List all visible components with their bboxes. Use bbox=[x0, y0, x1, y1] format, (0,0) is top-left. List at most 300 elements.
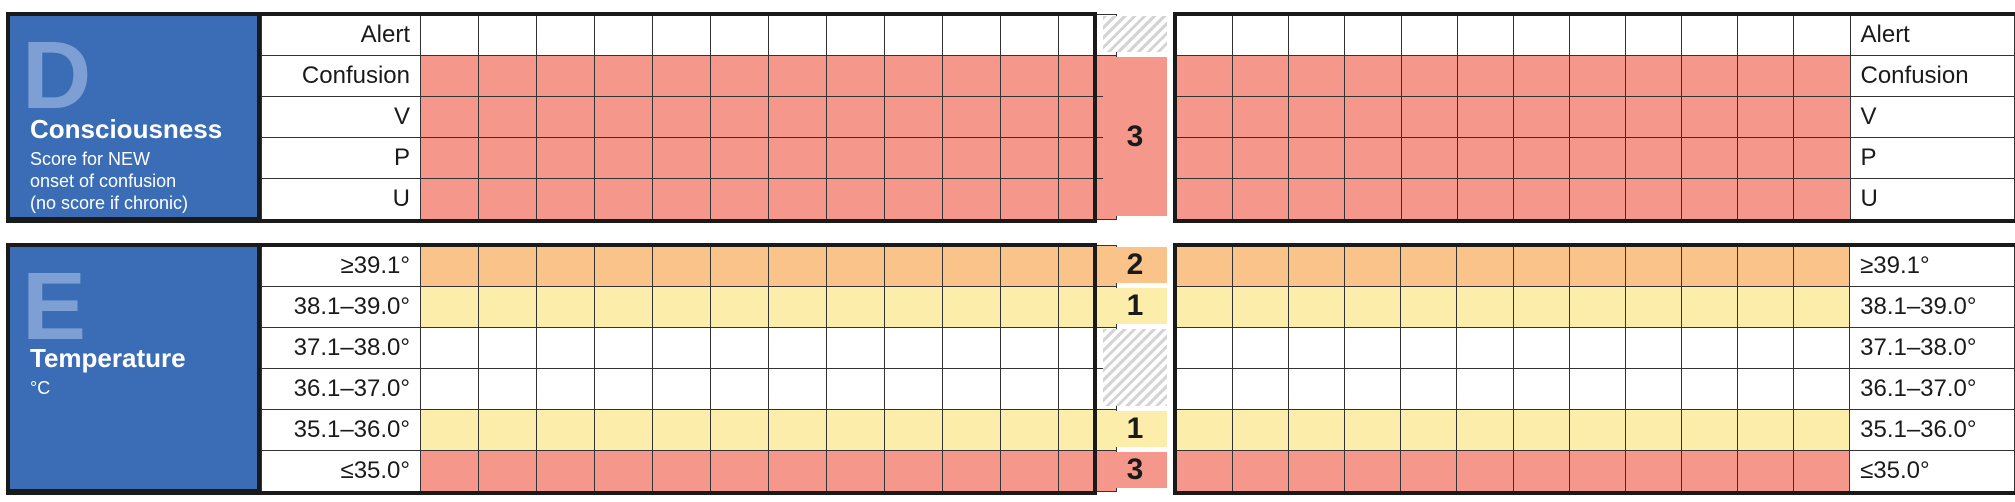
observation-cell[interactable] bbox=[1794, 369, 1850, 410]
observation-cell[interactable] bbox=[1513, 138, 1569, 179]
observation-cell[interactable] bbox=[1233, 287, 1289, 328]
observation-cell[interactable] bbox=[595, 287, 653, 328]
temperature-left-grid bbox=[261, 245, 1117, 492]
observation-cell[interactable] bbox=[943, 15, 1001, 56]
observation-cell[interactable] bbox=[1626, 56, 1682, 97]
observation-cell[interactable] bbox=[1177, 138, 1233, 179]
observation-cell[interactable] bbox=[1177, 287, 1233, 328]
observation-cell[interactable] bbox=[1513, 179, 1569, 220]
observation-cell[interactable] bbox=[479, 328, 537, 369]
observation-cell[interactable] bbox=[653, 328, 711, 369]
observation-cell[interactable] bbox=[885, 410, 943, 451]
observation-cell[interactable] bbox=[1001, 56, 1059, 97]
observation-cell[interactable] bbox=[1682, 97, 1738, 138]
observation-cell[interactable] bbox=[1177, 451, 1233, 492]
row-label: ≤35.0° bbox=[262, 451, 421, 492]
observation-cell[interactable] bbox=[1457, 97, 1513, 138]
observation-cell[interactable] bbox=[1625, 328, 1681, 369]
observation-cell[interactable] bbox=[711, 369, 769, 410]
observation-cell[interactable] bbox=[885, 369, 943, 410]
row-label: V bbox=[262, 97, 421, 138]
observation-cell[interactable] bbox=[711, 179, 769, 220]
observation-cell[interactable] bbox=[1345, 328, 1401, 369]
observation-cell[interactable] bbox=[1177, 410, 1233, 451]
observation-cell[interactable] bbox=[1001, 287, 1059, 328]
observation-cell[interactable] bbox=[1001, 369, 1059, 410]
observation-cell[interactable] bbox=[1345, 15, 1401, 56]
observation-cell[interactable] bbox=[769, 369, 827, 410]
observation-cell[interactable] bbox=[1401, 56, 1457, 97]
observation-cell[interactable] bbox=[1457, 56, 1513, 97]
observation-cell[interactable] bbox=[1626, 97, 1682, 138]
observation-cell[interactable] bbox=[885, 451, 943, 492]
observation-cell[interactable] bbox=[1289, 56, 1345, 97]
observation-cell[interactable] bbox=[421, 56, 479, 97]
observation-cell[interactable] bbox=[1569, 56, 1625, 97]
observation-cell[interactable] bbox=[595, 328, 653, 369]
observation-cell[interactable] bbox=[653, 369, 711, 410]
observation-cell[interactable] bbox=[537, 56, 595, 97]
observation-cell[interactable] bbox=[943, 179, 1001, 220]
row-label: P bbox=[262, 138, 421, 179]
observation-cell[interactable] bbox=[769, 179, 827, 220]
observation-cell[interactable] bbox=[1569, 369, 1625, 410]
observation-cell[interactable] bbox=[1289, 15, 1345, 56]
observation-cell[interactable] bbox=[479, 15, 537, 56]
observation-cell[interactable] bbox=[943, 410, 1001, 451]
observation-cell[interactable] bbox=[1738, 138, 1794, 179]
observation-cell[interactable] bbox=[1625, 246, 1681, 287]
observation-cell[interactable] bbox=[1513, 97, 1569, 138]
observation-cell[interactable] bbox=[1233, 15, 1289, 56]
observation-cell[interactable] bbox=[885, 179, 943, 220]
observation-cell[interactable] bbox=[1457, 287, 1513, 328]
observation-cell[interactable] bbox=[1682, 15, 1738, 56]
observation-cell[interactable] bbox=[595, 451, 653, 492]
observation-cell[interactable] bbox=[711, 138, 769, 179]
observation-cell[interactable] bbox=[1738, 56, 1794, 97]
observation-cell[interactable] bbox=[1401, 179, 1457, 220]
observation-cell[interactable] bbox=[595, 56, 653, 97]
observation-cell[interactable] bbox=[827, 451, 885, 492]
observation-cell[interactable] bbox=[421, 369, 479, 410]
row-label: Confusion bbox=[1850, 56, 2015, 97]
observation-cell[interactable] bbox=[421, 179, 479, 220]
observation-cell[interactable] bbox=[1626, 179, 1682, 220]
table-row bbox=[262, 287, 1117, 328]
table-row bbox=[1177, 246, 2015, 287]
observation-cell[interactable] bbox=[1289, 451, 1345, 492]
observation-cell[interactable] bbox=[1289, 179, 1345, 220]
observation-cell[interactable] bbox=[1737, 451, 1793, 492]
observation-cell[interactable] bbox=[653, 287, 711, 328]
observation-cell[interactable] bbox=[1233, 138, 1289, 179]
observation-cell[interactable] bbox=[1569, 287, 1625, 328]
observation-cell[interactable] bbox=[653, 410, 711, 451]
observation-cell[interactable] bbox=[421, 328, 479, 369]
observation-cell[interactable] bbox=[769, 287, 827, 328]
observation-cell[interactable] bbox=[1569, 97, 1625, 138]
observation-cell[interactable] bbox=[653, 138, 711, 179]
temperature-title: Temperature bbox=[30, 343, 186, 373]
observation-cell[interactable] bbox=[1737, 369, 1793, 410]
observation-cell[interactable] bbox=[1737, 410, 1793, 451]
observation-cell[interactable] bbox=[1177, 56, 1233, 97]
observation-cell[interactable] bbox=[1682, 179, 1738, 220]
observation-cell[interactable] bbox=[769, 56, 827, 97]
observation-cell[interactable] bbox=[537, 246, 595, 287]
observation-cell[interactable] bbox=[1233, 410, 1289, 451]
observation-cell[interactable] bbox=[827, 246, 885, 287]
observation-cell[interactable] bbox=[885, 15, 943, 56]
observation-cell[interactable] bbox=[827, 97, 885, 138]
observation-cell[interactable] bbox=[1794, 328, 1850, 369]
observation-cell[interactable] bbox=[1289, 246, 1345, 287]
observation-cell[interactable] bbox=[1457, 246, 1513, 287]
observation-cell[interactable] bbox=[1233, 56, 1289, 97]
observation-cell[interactable] bbox=[943, 369, 1001, 410]
row-label: 38.1–39.0° bbox=[1850, 287, 2015, 328]
observation-cell[interactable] bbox=[1289, 138, 1345, 179]
observation-cell[interactable] bbox=[421, 410, 479, 451]
observation-cell[interactable] bbox=[711, 287, 769, 328]
observation-cell[interactable] bbox=[1625, 287, 1681, 328]
observation-cell[interactable] bbox=[885, 287, 943, 328]
observation-cell[interactable] bbox=[885, 328, 943, 369]
observation-cell[interactable] bbox=[769, 328, 827, 369]
table-row bbox=[262, 97, 1117, 138]
observation-cell[interactable] bbox=[1569, 246, 1625, 287]
observation-cell[interactable] bbox=[479, 246, 537, 287]
observation-cell[interactable] bbox=[1289, 97, 1345, 138]
observation-cell[interactable] bbox=[1794, 451, 1850, 492]
observation-cell[interactable] bbox=[827, 410, 885, 451]
observation-cell[interactable] bbox=[711, 451, 769, 492]
table-row bbox=[1177, 15, 2015, 56]
score-value: 1 bbox=[1103, 288, 1167, 324]
table-row bbox=[1177, 56, 2015, 97]
observation-cell[interactable] bbox=[1513, 56, 1569, 97]
observation-cell[interactable] bbox=[1625, 451, 1681, 492]
observation-cell[interactable] bbox=[943, 451, 1001, 492]
observation-cell[interactable] bbox=[827, 287, 885, 328]
observation-cell[interactable] bbox=[769, 451, 827, 492]
row-label: ≥39.1° bbox=[262, 246, 421, 287]
table-row bbox=[1177, 369, 2015, 410]
observation-cell[interactable] bbox=[711, 56, 769, 97]
observation-cell[interactable] bbox=[1738, 179, 1794, 220]
observation-cell[interactable] bbox=[1625, 410, 1681, 451]
row-label: 38.1–39.0° bbox=[262, 287, 421, 328]
observation-cell[interactable] bbox=[1794, 287, 1850, 328]
observation-cell[interactable] bbox=[595, 246, 653, 287]
observation-cell[interactable] bbox=[1177, 328, 1233, 369]
observation-cell[interactable] bbox=[595, 410, 653, 451]
observation-cell[interactable] bbox=[1681, 246, 1737, 287]
observation-cell[interactable] bbox=[1457, 138, 1513, 179]
observation-cell[interactable] bbox=[1289, 328, 1345, 369]
observation-cell[interactable] bbox=[827, 15, 885, 56]
observation-cell[interactable] bbox=[1682, 138, 1738, 179]
observation-cell[interactable] bbox=[1001, 15, 1059, 56]
observation-cell[interactable] bbox=[1233, 97, 1289, 138]
consciousness-title: Consciousness bbox=[30, 114, 223, 144]
observation-cell[interactable] bbox=[537, 138, 595, 179]
observation-cell[interactable] bbox=[1457, 15, 1513, 56]
observation-cell[interactable] bbox=[711, 410, 769, 451]
observation-cell[interactable] bbox=[1794, 15, 1850, 56]
no-score-hatch bbox=[1103, 329, 1167, 406]
table-row bbox=[1177, 451, 2015, 492]
observation-cell[interactable] bbox=[1289, 287, 1345, 328]
row-label: U bbox=[1850, 179, 2015, 220]
observation-cell[interactable] bbox=[653, 451, 711, 492]
observation-cell[interactable] bbox=[479, 410, 537, 451]
observation-cell[interactable] bbox=[1569, 328, 1625, 369]
observation-cell[interactable] bbox=[653, 179, 711, 220]
observation-cell[interactable] bbox=[1513, 287, 1569, 328]
observation-cell[interactable] bbox=[595, 179, 653, 220]
observation-cell[interactable] bbox=[1233, 451, 1289, 492]
observation-cell[interactable] bbox=[421, 246, 479, 287]
observation-cell[interactable] bbox=[769, 246, 827, 287]
observation-cell[interactable] bbox=[595, 15, 653, 56]
no-score-hatch bbox=[1103, 16, 1167, 52]
score-value: 2 bbox=[1103, 247, 1167, 283]
observation-cell[interactable] bbox=[1177, 97, 1233, 138]
observation-cell[interactable] bbox=[595, 97, 653, 138]
observation-cell[interactable] bbox=[1569, 451, 1625, 492]
observation-cell[interactable] bbox=[421, 15, 479, 56]
score-value: 3 bbox=[1103, 452, 1167, 488]
observation-cell[interactable] bbox=[1626, 138, 1682, 179]
observation-cell[interactable] bbox=[1345, 287, 1401, 328]
observation-cell[interactable] bbox=[537, 287, 595, 328]
score-value: 3 bbox=[1103, 57, 1167, 216]
observation-cell[interactable] bbox=[1457, 328, 1513, 369]
observation-cell[interactable] bbox=[1345, 56, 1401, 97]
observation-cell[interactable] bbox=[1513, 369, 1569, 410]
observation-cell[interactable] bbox=[827, 328, 885, 369]
table-row bbox=[262, 15, 1117, 56]
observation-cell[interactable] bbox=[1682, 56, 1738, 97]
observation-cell[interactable] bbox=[1233, 328, 1289, 369]
temperature-right-grid bbox=[1176, 245, 2015, 492]
observation-cell[interactable] bbox=[1001, 328, 1059, 369]
observation-cell[interactable] bbox=[1001, 410, 1059, 451]
table-row bbox=[1177, 179, 2015, 220]
observation-cell[interactable] bbox=[1569, 410, 1625, 451]
observation-cell[interactable] bbox=[1177, 179, 1233, 220]
observation-cell[interactable] bbox=[1233, 246, 1289, 287]
observation-cell[interactable] bbox=[1401, 97, 1457, 138]
observation-cell[interactable] bbox=[1233, 369, 1289, 410]
observation-cell[interactable] bbox=[653, 56, 711, 97]
observation-cell[interactable] bbox=[1401, 287, 1457, 328]
observation-cell[interactable] bbox=[1401, 246, 1457, 287]
observation-cell[interactable] bbox=[1001, 97, 1059, 138]
observation-cell[interactable] bbox=[1345, 97, 1401, 138]
observation-cell[interactable] bbox=[827, 56, 885, 97]
observation-cell[interactable] bbox=[1513, 410, 1569, 451]
table-row bbox=[262, 138, 1117, 179]
observation-cell[interactable] bbox=[1345, 179, 1401, 220]
observation-cell[interactable] bbox=[1626, 15, 1682, 56]
observation-cell[interactable] bbox=[1513, 246, 1569, 287]
observation-cell[interactable] bbox=[479, 287, 537, 328]
observation-cell[interactable] bbox=[827, 138, 885, 179]
observation-cell[interactable] bbox=[1001, 246, 1059, 287]
observation-cell[interactable] bbox=[537, 328, 595, 369]
observation-cell[interactable] bbox=[1681, 328, 1737, 369]
observation-cell[interactable] bbox=[943, 287, 1001, 328]
observation-cell[interactable] bbox=[537, 15, 595, 56]
observation-cell[interactable] bbox=[1794, 138, 1850, 179]
observation-cell[interactable] bbox=[1569, 179, 1625, 220]
row-label: ≥39.1° bbox=[1850, 246, 2015, 287]
observation-cell[interactable] bbox=[537, 369, 595, 410]
observation-cell[interactable] bbox=[711, 246, 769, 287]
observation-cell[interactable] bbox=[1681, 287, 1737, 328]
table-row bbox=[262, 369, 1117, 410]
observation-cell[interactable] bbox=[1681, 369, 1737, 410]
observation-cell[interactable] bbox=[1738, 97, 1794, 138]
observation-cell[interactable] bbox=[1794, 56, 1850, 97]
table-row bbox=[262, 179, 1117, 220]
observation-cell[interactable] bbox=[1457, 410, 1513, 451]
table-row bbox=[1177, 287, 2015, 328]
observation-cell[interactable] bbox=[653, 246, 711, 287]
observation-cell[interactable] bbox=[885, 97, 943, 138]
observation-cell[interactable] bbox=[1345, 451, 1401, 492]
observation-cell[interactable] bbox=[943, 328, 1001, 369]
table-row bbox=[262, 328, 1117, 369]
observation-cell[interactable] bbox=[1569, 138, 1625, 179]
observation-cell[interactable] bbox=[421, 97, 479, 138]
table-row bbox=[1177, 410, 2015, 451]
observation-cell[interactable] bbox=[479, 451, 537, 492]
observation-cell[interactable] bbox=[1345, 138, 1401, 179]
observation-cell[interactable] bbox=[1401, 15, 1457, 56]
observation-cell[interactable] bbox=[827, 179, 885, 220]
observation-cell[interactable] bbox=[537, 451, 595, 492]
observation-cell[interactable] bbox=[1681, 451, 1737, 492]
observation-cell[interactable] bbox=[1289, 410, 1345, 451]
observation-cell[interactable] bbox=[1794, 410, 1850, 451]
observation-cell[interactable] bbox=[1401, 410, 1457, 451]
observation-cell[interactable] bbox=[1401, 451, 1457, 492]
observation-cell[interactable] bbox=[479, 97, 537, 138]
observation-cell[interactable] bbox=[1001, 451, 1059, 492]
observation-cell[interactable] bbox=[1737, 287, 1793, 328]
observation-cell[interactable] bbox=[1513, 15, 1569, 56]
observation-cell[interactable] bbox=[1177, 246, 1233, 287]
consciousness-left-grid bbox=[261, 14, 1117, 220]
observation-cell[interactable] bbox=[1737, 328, 1793, 369]
observation-cell[interactable] bbox=[943, 56, 1001, 97]
observation-cell[interactable] bbox=[1794, 246, 1850, 287]
observation-cell[interactable] bbox=[537, 410, 595, 451]
observation-cell[interactable] bbox=[711, 97, 769, 138]
temperature-section-letter: E bbox=[22, 253, 87, 360]
observation-cell[interactable] bbox=[1457, 179, 1513, 220]
row-label: 37.1–38.0° bbox=[262, 328, 421, 369]
observation-cell[interactable] bbox=[1233, 179, 1289, 220]
observation-cell[interactable] bbox=[1001, 138, 1059, 179]
observation-cell[interactable] bbox=[421, 287, 479, 328]
consciousness-subtitle-line: Score for NEW bbox=[30, 149, 151, 169]
observation-cell[interactable] bbox=[1513, 328, 1569, 369]
observation-cell[interactable] bbox=[479, 138, 537, 179]
observation-cell[interactable] bbox=[1794, 179, 1850, 220]
observation-cell[interactable] bbox=[1738, 15, 1794, 56]
observation-cell[interactable] bbox=[1401, 328, 1457, 369]
observation-cell[interactable] bbox=[479, 369, 537, 410]
observation-cell[interactable] bbox=[1737, 246, 1793, 287]
observation-cell[interactable] bbox=[1289, 369, 1345, 410]
row-label: Confusion bbox=[262, 56, 421, 97]
observation-cell[interactable] bbox=[1681, 410, 1737, 451]
observation-cell[interactable] bbox=[885, 246, 943, 287]
observation-cell[interactable] bbox=[711, 15, 769, 56]
observation-cell[interactable] bbox=[885, 138, 943, 179]
observation-cell[interactable] bbox=[1401, 138, 1457, 179]
observation-cell[interactable] bbox=[769, 15, 827, 56]
observation-cell[interactable] bbox=[1625, 369, 1681, 410]
observation-cell[interactable] bbox=[943, 138, 1001, 179]
observation-cell[interactable] bbox=[1345, 369, 1401, 410]
observation-cell[interactable] bbox=[1401, 369, 1457, 410]
observation-cell[interactable] bbox=[1001, 179, 1059, 220]
observation-cell[interactable] bbox=[1345, 246, 1401, 287]
observation-cell[interactable] bbox=[1513, 451, 1569, 492]
observation-cell[interactable] bbox=[711, 328, 769, 369]
observation-cell[interactable] bbox=[479, 179, 537, 220]
observation-cell[interactable] bbox=[1457, 369, 1513, 410]
observation-cell[interactable] bbox=[1177, 369, 1233, 410]
row-label: 37.1–38.0° bbox=[1850, 328, 2015, 369]
observation-cell[interactable] bbox=[421, 451, 479, 492]
row-label: ≤35.0° bbox=[1850, 451, 2015, 492]
observation-cell[interactable] bbox=[653, 15, 711, 56]
observation-cell[interactable] bbox=[653, 97, 711, 138]
observation-cell[interactable] bbox=[1457, 451, 1513, 492]
observation-cell[interactable] bbox=[1569, 15, 1625, 56]
observation-cell[interactable] bbox=[537, 97, 595, 138]
table-row bbox=[262, 410, 1117, 451]
observation-cell[interactable] bbox=[1794, 97, 1850, 138]
observation-cell[interactable] bbox=[885, 56, 943, 97]
table-row bbox=[1177, 328, 2015, 369]
observation-cell[interactable] bbox=[1177, 15, 1233, 56]
table-row bbox=[1177, 138, 2015, 179]
observation-cell[interactable] bbox=[479, 56, 537, 97]
observation-cell[interactable] bbox=[769, 97, 827, 138]
observation-cell[interactable] bbox=[421, 138, 479, 179]
row-label: V bbox=[1850, 97, 2015, 138]
observation-cell[interactable] bbox=[943, 97, 1001, 138]
observation-cell[interactable] bbox=[595, 138, 653, 179]
consciousness-side-panel bbox=[6, 12, 261, 221]
observation-cell[interactable] bbox=[537, 179, 595, 220]
observation-cell[interactable] bbox=[595, 369, 653, 410]
observation-cell[interactable] bbox=[769, 138, 827, 179]
row-label: U bbox=[262, 179, 421, 220]
observation-cell[interactable] bbox=[1345, 410, 1401, 451]
observation-cell[interactable] bbox=[827, 369, 885, 410]
observation-cell[interactable] bbox=[769, 410, 827, 451]
observation-cell[interactable] bbox=[943, 246, 1001, 287]
